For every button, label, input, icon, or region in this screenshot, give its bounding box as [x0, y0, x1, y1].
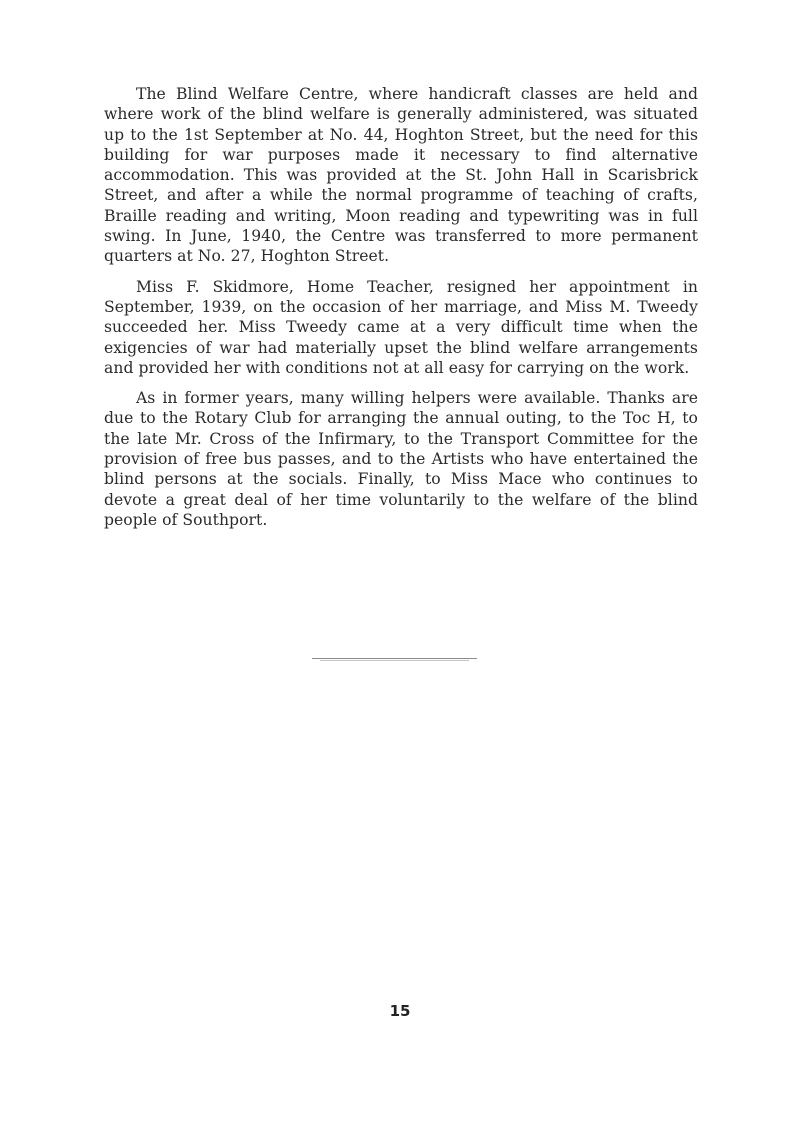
section-divider	[312, 658, 477, 659]
paragraph-helpers-thanks: As in former years, many willing helpers were available. Thanks are due to the Rotary Club for arranging the annual outing, to the Toc H, to the late Mr. Cross of the Infirmary, to the Transport Committee for the provision of free bus passes, and to the Artists who have entertained the blind persons at the socials. Finally, to Miss Mace who continues to devote a great deal of her time voluntarily to the welfare of the blind people of Southport.	[104, 389, 698, 529]
paragraph-home-teacher: Miss F. Skidmore, Home Teacher, resigned her appointment in September, 1939, on the occasion of her marriage, and Miss M. Tweedy succeeded her. Miss Tweedy came at a very difficult time when the exigencies of war had materially upset the blind welfare arrangements and provided her with conditions not at all easy for carrying on the work.	[104, 277, 698, 377]
body-text	[104, 84, 698, 540]
page-number: 15	[389, 1002, 411, 1020]
paragraph-blind-welfare-centre: The Blind Welfare Centre, where handicraft classes are held and where work of the blind welfare is generally administered, was situated up to the 1st September at No. 44, Hoghton Street, but the need for this building for war purposes made it necessary to find alternative accommodation. This was provided at the St. John Hall in Scarisbrick Street, and after a while the normal programme of teaching of crafts, Braille reading and writing, Moon reading and typewriting was in full swing. In June, 1940, the Centre was transferred to more permanent quarters at No. 27, Hoghton Street.	[104, 85, 698, 266]
